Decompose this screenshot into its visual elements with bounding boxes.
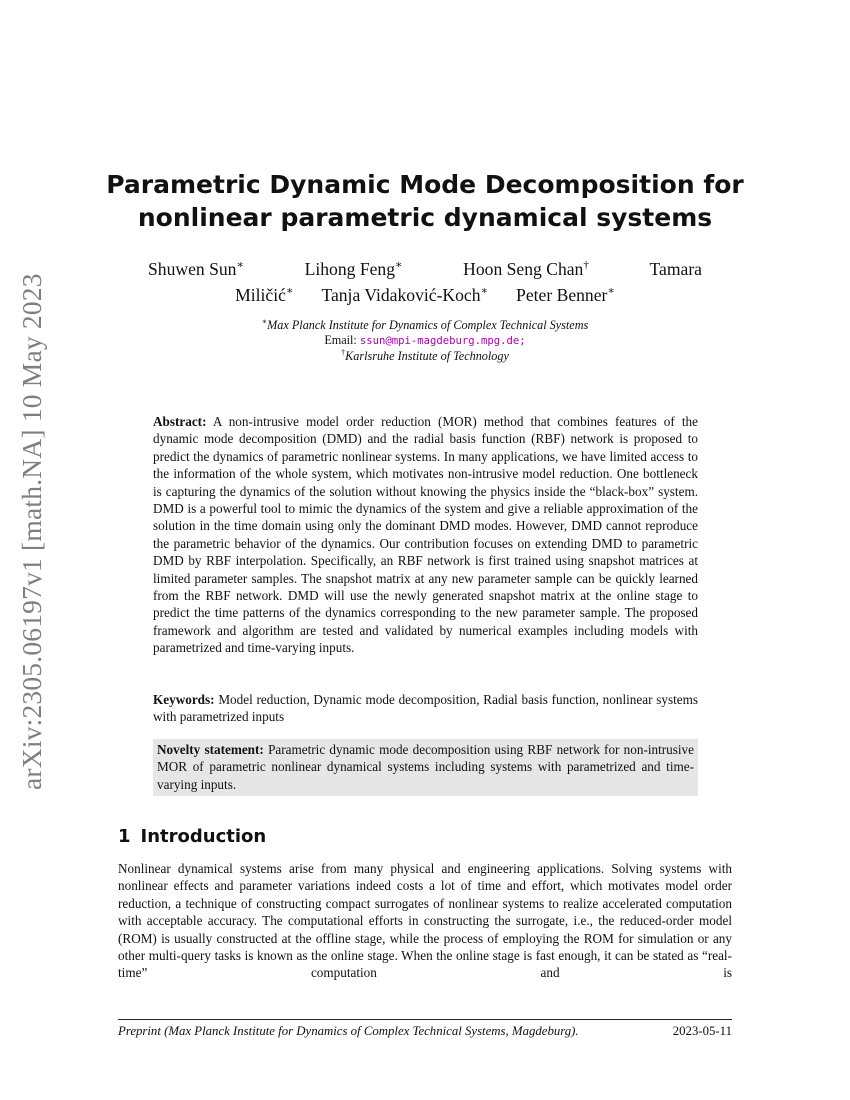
page-footer: [118, 1024, 732, 1039]
author-name: Tamara: [649, 259, 702, 279]
title-line-1: Parametric Dynamic Mode Decomposition for: [106, 170, 744, 199]
affiliation-mark: †: [341, 347, 346, 357]
contact-email-line: [150, 333, 700, 349]
author: [148, 256, 244, 282]
affiliation-mark: ∗: [395, 259, 403, 272]
institution-name: Karlsruhe Institute of Technology: [345, 349, 509, 363]
footer-preprint-note: Preprint (Max Planck Institute for Dynamics of Complex Technical Systems, Magdeburg).: [118, 1024, 579, 1038]
introduction-paragraph: Nonlinear dynamical systems arise from many physical and engineering applications. Solving systems with nonlinear effects and parameter variations indeed costs a lot of time and effort, which motivates model order reduction, a technique of constructing compact surrogates of nonlinear systems to realize accelerated computation with acceptable accuracy. The computational efforts in constructing the surrogate, i.e., the reduced-order model (ROM) is usually constructed at the offline stage, while the process of employing the ROM for simulation or any other multi-query tasks is known as the online stage. When the online stage is fast enough, it can be stated as “real-time” computation and is: [118, 861, 732, 981]
author-name: Shuwen Sun: [148, 259, 237, 279]
footer-date: 2023-05-11: [672, 1024, 732, 1038]
author-list: [148, 256, 702, 308]
affiliation-mark: †: [583, 259, 589, 272]
affiliations: [150, 318, 700, 364]
email-label: Email:: [324, 333, 357, 347]
author-name: Hoon Seng Chan: [463, 259, 584, 279]
author: [321, 282, 488, 308]
author-name: Peter Benner: [516, 285, 608, 305]
keywords-label: Keywords:: [153, 692, 215, 707]
author-name: Lihong Feng: [304, 259, 396, 279]
author: [463, 256, 589, 282]
affiliation-mark: ∗: [285, 285, 294, 298]
email-link[interactable]: ssun@mpi-magdeburg.mpg.de;: [359, 335, 526, 347]
affiliation-2: [150, 349, 700, 364]
section-heading-introduction: [118, 826, 266, 847]
title-line-2: nonlinear parametric dynamical systems: [137, 203, 713, 232]
institution-name: Max Planck Institute for Dynamics of Complex Technical Systems: [267, 318, 589, 332]
author: [516, 282, 615, 308]
novelty-label: Novelty statement:: [157, 742, 264, 757]
novelty-text: Parametric dynamic mode decomposition using RBF network for non-intrusive MOR of parametric nonlinear dynamical systems including systems with parametrized and time-varying inputs.: [157, 742, 695, 792]
affiliation-mark: ∗: [261, 316, 268, 326]
section-title: Introduction: [140, 826, 267, 847]
keywords: [153, 691, 698, 726]
author-name: Miličić: [235, 285, 286, 305]
arxiv-identifier-stamp: arXiv:2305.06197v1 [math.NA] 10 May 2023: [16, 273, 47, 790]
author: [235, 282, 293, 308]
author-name: Tanja Vidaković-Koch: [321, 285, 481, 305]
paper-title: [90, 168, 760, 234]
affiliation-mark: ∗: [236, 259, 244, 272]
author: [305, 256, 403, 282]
footer-divider: [118, 1019, 732, 1020]
affiliation-mark: ∗: [480, 285, 489, 298]
novelty-statement-box: [153, 739, 698, 796]
keywords-text: Model reduction, Dynamic mode decomposition, Radial basis function, nonlinear systems with parametrized inputs: [153, 692, 698, 725]
abstract-text: A non-intrusive model order reduction (MOR) method that combines features of the dynamic mode decomposition (DMD) and the radial basis function (RBF) network is proposed to predict the dynamics of parametric nonlinear systems. In many applications, we have limited access to the information of the whole system, which motivates non-intrusive model reduction. One bottleneck is capturing the dynamics of the solution without knowing the physics inside the “black-box” system. DMD is a powerful tool to mimic the dynamics of the system and give a reliable approximation of the solution in the time domain using only the dominant DMD modes. However, DMD cannot reproduce the parametric behavior of the dynamics. Our contribution focuses on extending DMD to parametric DMD by RBF interpolation. Specifically, an RBF network is first trained using snapshot matrices at limited parameter samples. The snapshot matrix at any new parameter sample can be quickly learned from the RBF network. DMD will use the newly generated snapshot matrix at the online stage to predict the time patterns of the dynamics corresponding to the new parameter sample. The proposed framework and algorithm are tested and validated by numerical examples including models with parametrized and time-varying inputs.: [153, 414, 698, 656]
affiliation-1: [150, 318, 700, 333]
abstract-label: Abstract:: [153, 414, 207, 429]
abstract: [153, 413, 698, 657]
section-number: 1: [118, 826, 131, 847]
affiliation-mark: ∗: [607, 285, 615, 298]
